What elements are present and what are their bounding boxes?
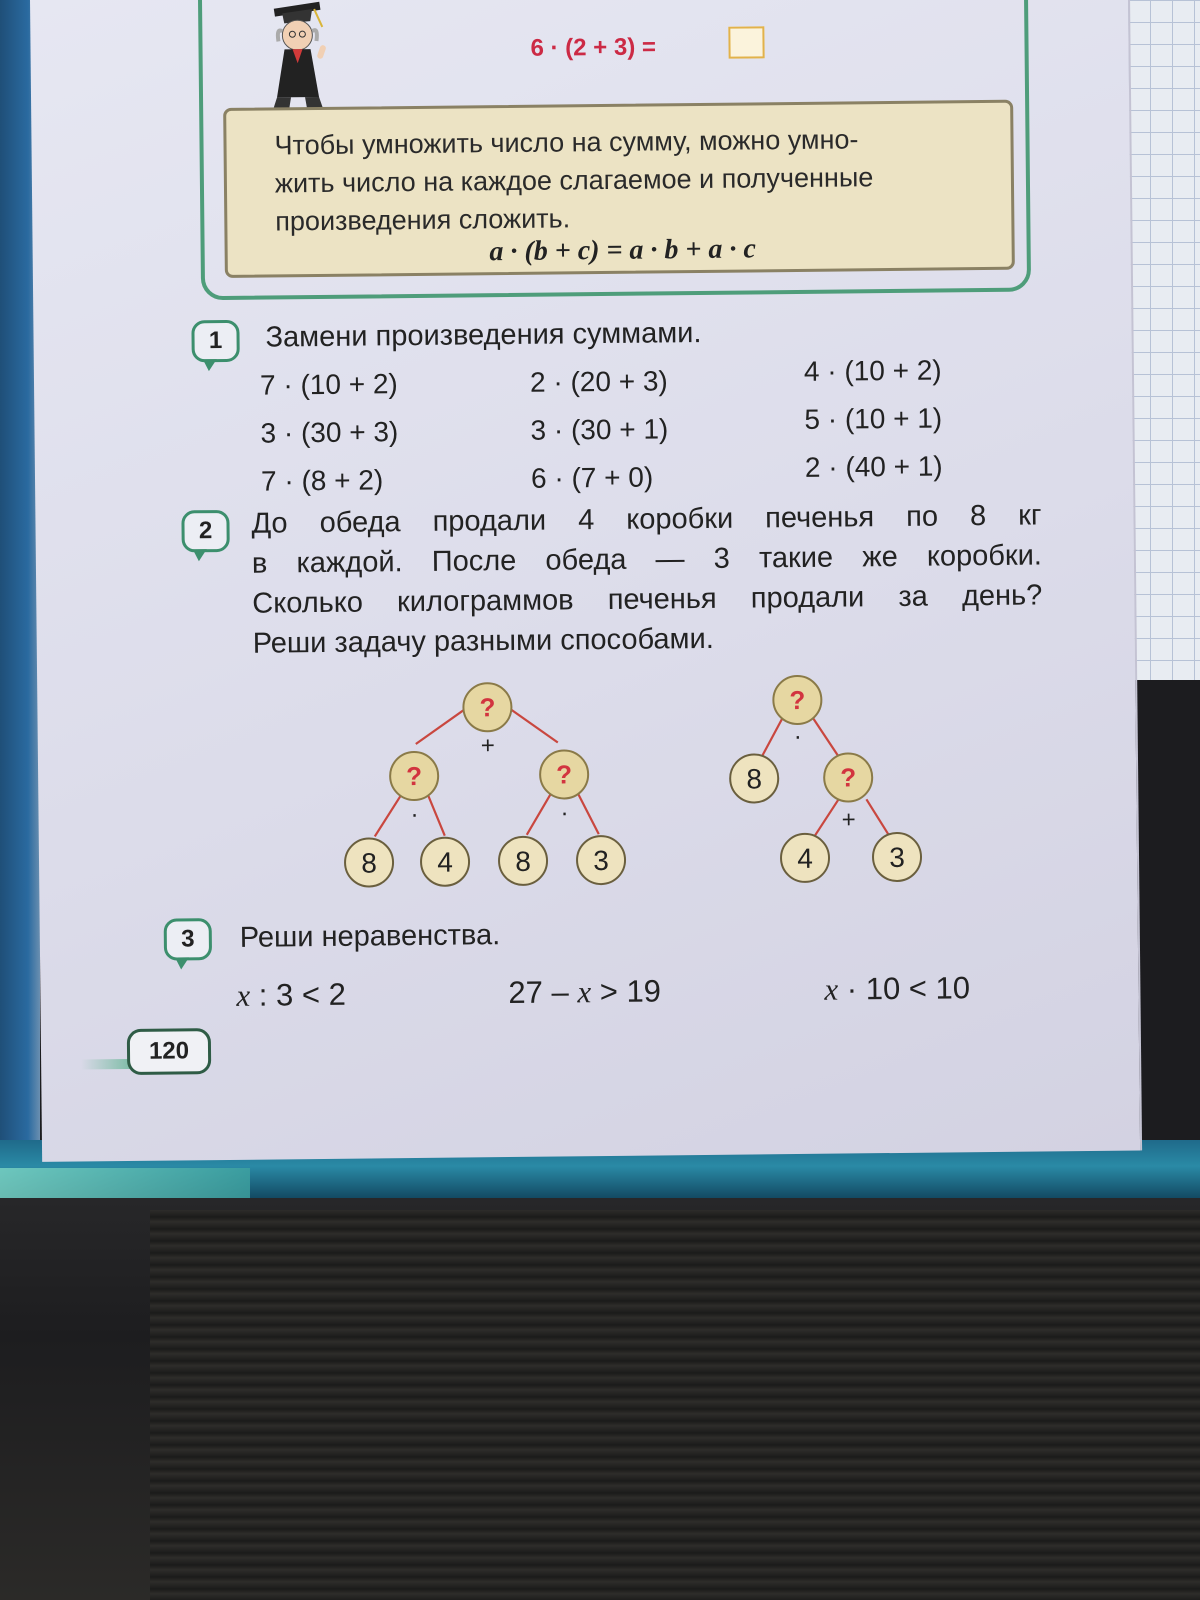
tree-edge (578, 794, 598, 834)
rule-line: жить число на каждое слагаемое и полученные (274, 162, 874, 199)
textbook-page (30, 0, 1142, 1162)
task1-expression: 3 · (30 + 1) (530, 413, 669, 446)
tree1-root-label: ? (479, 692, 496, 723)
inequality-rest: > 19 (590, 973, 662, 1010)
tree1-leaf-label: 8 (361, 847, 378, 879)
tree2-root-operator: · (793, 722, 802, 751)
task2-line: Реши задачу разными способами. (252, 622, 714, 660)
tree-edge (814, 800, 838, 836)
tree1-left-operator: · (410, 800, 419, 829)
rule-formula: a · (b + c) = a · b + a · c (489, 233, 756, 268)
tree1-right-operator: · (560, 799, 569, 827)
task1-expression: 3 · (30 + 3) (260, 416, 399, 449)
tree2-right-operator: + (841, 806, 856, 834)
task2-line: Сколько килограммов печенья продали за день? (252, 579, 1043, 620)
tree-edge (526, 795, 550, 835)
tree1-leaf-label: 3 (593, 844, 609, 877)
tree2-leaf-label: 3 (889, 841, 905, 874)
rule-line: Чтобы умножить число на сумму, можно умно- (274, 124, 859, 161)
task1-expression: 4 · (10 + 2) (803, 354, 942, 387)
task-number-badge: 2 (181, 510, 229, 553)
inequality-variable: x (236, 977, 251, 1013)
tree-edge (415, 707, 467, 744)
page-number: 120 (127, 1028, 211, 1075)
inequality (824, 970, 970, 1008)
inequality-rest: · 10 < 10 (837, 970, 971, 1007)
inequality (236, 977, 346, 1014)
task1-expression: 7 · (10 + 2) (259, 368, 398, 401)
task1-expression: 2 · (40 + 1) (804, 450, 943, 483)
tree-edge (374, 796, 400, 836)
inequality-variable: x (824, 971, 839, 1007)
tree1-right-label: ? (556, 759, 573, 790)
tree1-leaf-label: 4 (437, 846, 454, 878)
tree-edge (762, 716, 784, 756)
task1-expression: 5 · (10 + 1) (804, 402, 943, 435)
tree-edge (428, 796, 444, 836)
inequality-variable: x (577, 974, 592, 1010)
task3-title: Реши неравенства. (239, 919, 501, 954)
task1-expression: 7 · (8 + 2) (260, 464, 384, 497)
tree2-right-label: ? (840, 762, 857, 793)
task-number-badge: 3 (164, 918, 212, 961)
book-cover-highlight (0, 1168, 250, 1198)
tree2-leaf-label: 4 (797, 842, 813, 875)
task2-line: в каждой. После обеда — 3 такие же коробки. (251, 539, 1043, 580)
inequality-prefix: 27 – (508, 974, 578, 1011)
table-wood (150, 1210, 1200, 1600)
tree-edge (812, 716, 838, 756)
rule-line: произведения сложить. (275, 203, 571, 237)
task1-expression: 6 · (7 + 0) (530, 461, 654, 494)
tree1-leaf-label: 8 (515, 845, 531, 877)
tree2-left-label: 8 (746, 763, 763, 795)
task1-expression: 2 · (20 + 3) (529, 365, 668, 398)
tree1-root-operator: + (480, 732, 495, 760)
tree2-root-label: ? (789, 684, 806, 716)
task2-line: До обеда продали 4 коробки печенья по 8 кг (251, 499, 1042, 540)
task-number-badge: 1 (191, 320, 239, 363)
tree-edge (866, 799, 888, 835)
inequality-rest: : 3 < 2 (250, 976, 347, 1013)
inequality (508, 973, 661, 1011)
tree1-left-label: ? (406, 760, 423, 792)
example-expression: 6 · (2 + 3) = (530, 33, 657, 62)
task1-title: Замени произведения суммами. (265, 316, 702, 354)
tree-edge (507, 707, 557, 744)
